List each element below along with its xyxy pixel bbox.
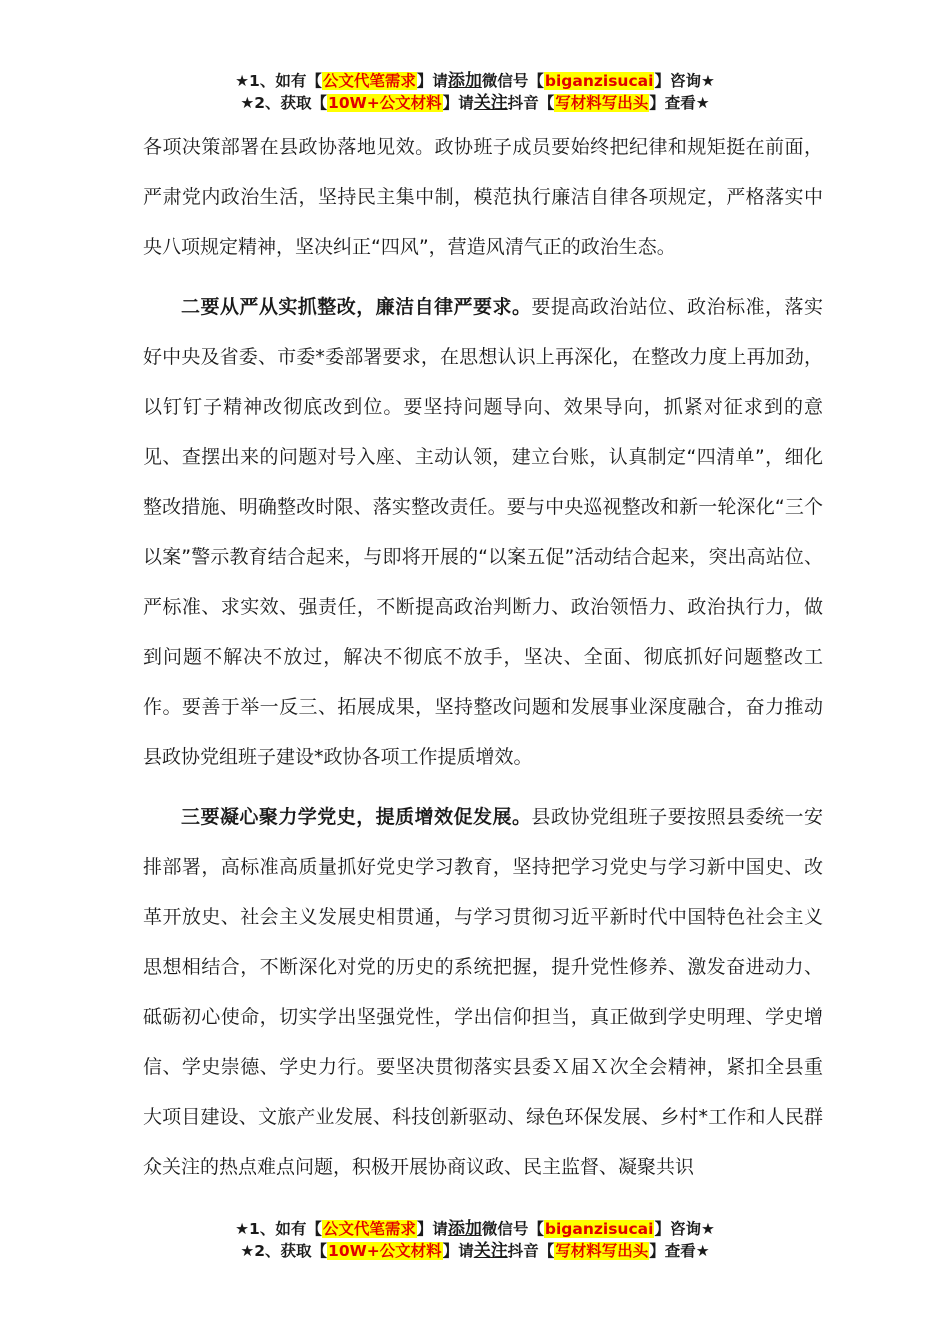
highlight-materials: 10W+公文材料	[328, 94, 442, 112]
document-paragraph-1	[143, 122, 823, 272]
promo-line-2	[0, 1240, 950, 1262]
document-paragraph-3	[143, 792, 823, 1192]
promo-text: ★2、获取【	[240, 94, 328, 112]
promo-line-1	[0, 70, 950, 92]
highlight-materials: 10W+公文材料	[328, 1242, 442, 1260]
underline-follow: 关注	[473, 1241, 508, 1261]
promo-text: ★1、如有【	[235, 1220, 322, 1238]
bottom-promo-banner	[0, 1218, 950, 1262]
promo-text: 】请	[442, 94, 474, 112]
promo-text: 】请	[442, 1242, 474, 1260]
paragraph-heading: 三要凝心聚力学党史，提质增效促发展。	[181, 806, 532, 828]
paragraph-container	[143, 792, 823, 1192]
paragraph-heading: 二要从严从实抓整改，廉洁自律严要求。	[181, 296, 532, 318]
highlight-ghostwriting: 公文代笔需求	[322, 1220, 416, 1238]
document-paragraph-2	[143, 282, 823, 782]
paragraph-text: 县政协党组班子要按照县委统一安排部署，高标准高质量抓好党史学习教育，坚持把学习党史与学习新中国史、改革开放史、社会主义发展史相贯通，与学习贯彻习近平新时代中国特色社会主义思想相结合，不断深化对党的历史的系统把握，提升党性修养、激发奋进动力、砥砺初心使命，切实学出坚强党性，学出信仰担当，真正做到学史明理、学史增信、学史崇德、学史力行。要坚决贯彻落实县委Ｘ届Ｘ次全会精神，紧扣全县重大项目建设、文旅产业发展、科技创新驱动、绿色环保发展、乡村*工作和人民群众关注的热点难点问题，积极开展协商议政、民主监督、凝聚共识	[143, 806, 823, 1178]
promo-text: 抖音【	[507, 94, 555, 112]
promo-text: 】查看★	[649, 94, 710, 112]
highlight-wechat-id: biganzisucai	[544, 72, 654, 90]
highlight-wechat-id: biganzisucai	[544, 1220, 654, 1238]
highlight-douyin-account: 写材料写出头	[555, 94, 649, 112]
promo-line-2	[0, 92, 950, 114]
promo-text: 】咨询★	[654, 1220, 715, 1238]
promo-text: 】咨询★	[654, 72, 715, 90]
underline-follow: 关注	[473, 93, 508, 113]
promo-text: 微信号【	[481, 72, 544, 90]
promo-text: 】请	[416, 72, 448, 90]
underline-add: 添加	[447, 71, 482, 91]
highlight-ghostwriting: 公文代笔需求	[322, 72, 416, 90]
paragraph-text: 各项决策部署在县政协落地见效。政协班子成员要始终把纪律和规矩挺在前面，严肃党内政治生活，坚持民主集中制，模范执行廉洁自律各项规定，严格落实中央八项规定精神，坚决纠正“四风”，营造风清气正的政治生态。	[143, 136, 823, 258]
top-promo-banner	[0, 70, 950, 114]
highlight-douyin-account: 写材料写出头	[555, 1242, 649, 1260]
promo-text: 】查看★	[649, 1242, 710, 1260]
promo-text: 】请	[416, 1220, 448, 1238]
underline-add: 添加	[447, 1219, 482, 1239]
promo-text: 微信号【	[481, 1220, 544, 1238]
promo-line-1	[0, 1218, 950, 1240]
paragraph-container	[143, 282, 823, 782]
paragraph-text: 要提高政治站位、政治标准，落实好中央及省委、市委*委部署要求，在思想认识上再深化，在整改力度上再加劲，以钉钉子精神改彻底改到位。要坚持问题导向、效果导向，抓紧对征求到的意见、查摆出来的问题对号入座、主动认领，建立台账，认真制定“四清单”，细化整改措施、明确整改时限、落实整改责任。要与中央巡视整改和新一轮深化“三个以案”警示教育结合起来，与即将开展的“以案五促”活动结合起来，突出高站位、严标准、求实效、强责任，不断提高政治判断力、政治领悟力、政治执行力，做到问题不解决不放过，解决不彻底不放手，坚决、全面、彻底抓好问题整改工作。要善于举一反三、拓展成果，坚持整改问题和发展事业深度融合，奋力推动县政协党组班子建设*政协各项工作提质增效。	[143, 296, 823, 768]
promo-text: ★1、如有【	[235, 72, 322, 90]
promo-text: ★2、获取【	[240, 1242, 328, 1260]
promo-text: 抖音【	[507, 1242, 555, 1260]
